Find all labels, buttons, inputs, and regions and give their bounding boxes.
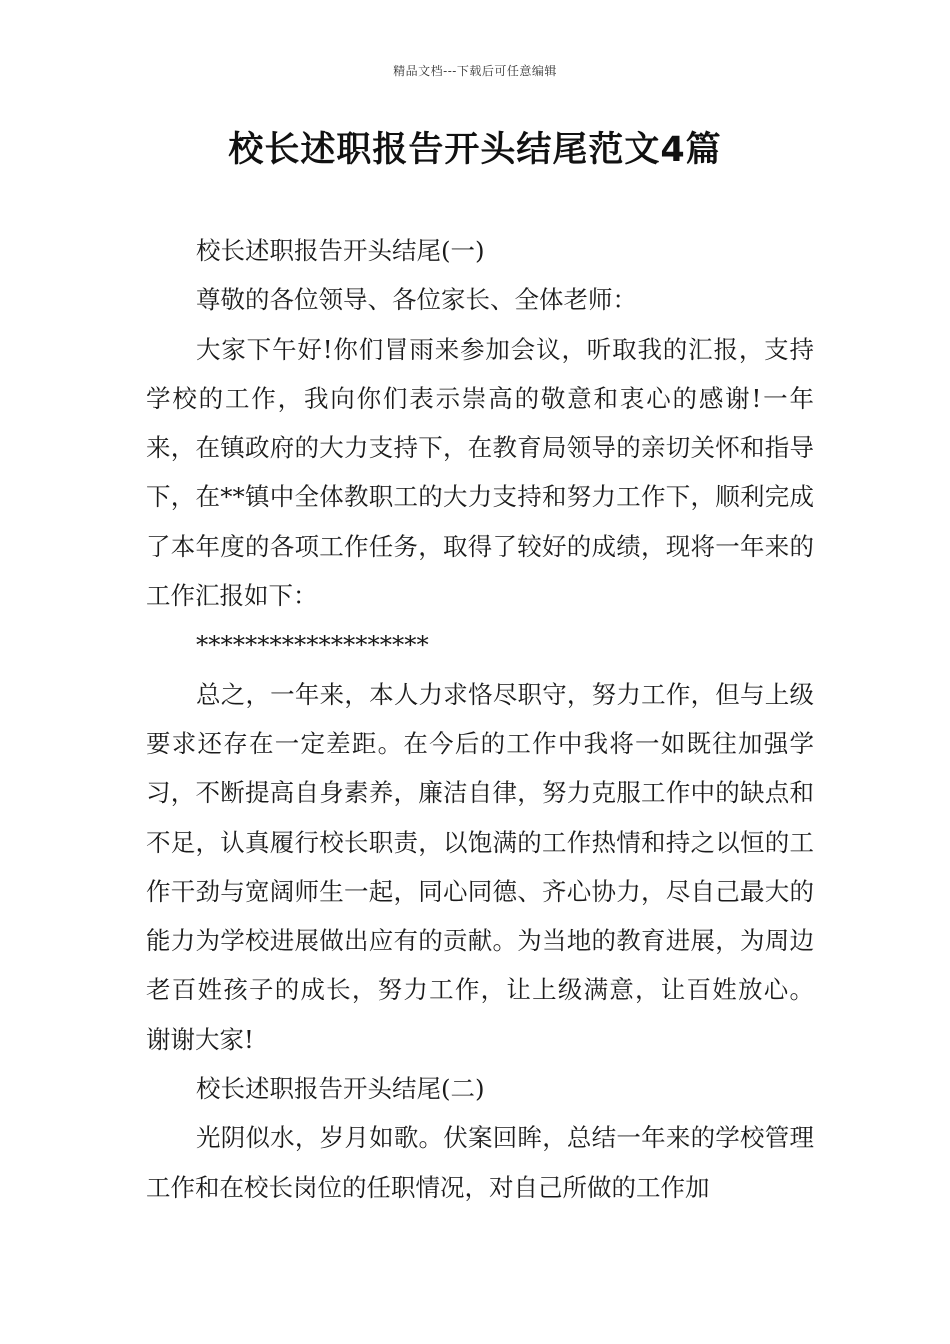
- document-body: [146, 226, 814, 1212]
- header-note: 精品文档---下载后可任意编辑: [393, 64, 557, 78]
- salutation: 尊敬的各位领导、各位家长、全体老师：: [196, 285, 637, 315]
- body-paragraph: 总之，一年来，本人力求恪尽职守，努力工作，但与上级要求还存在一定差距。在今后的工作中我将一如既往加强学习，不断提高自身素养，廉洁自律，努力克服工作中的缺点和不足，认真履行校长职责，以饱满的工作热情和持之以恒的工作干劲与宽阔师生一起，同心同德、齐心协力，尽自己最大的能力为学校进展做出应有的贡献。为当地的教育进展，为周边老百姓孩子的成长，努力工作，让上级满意，让百姓放心。 谢谢大家!: [146, 679, 814, 1054]
- section-heading-1: 校长述职报告开头结尾(一): [196, 236, 485, 265]
- section-heading-2: 校长述职报告开头结尾(二): [196, 1074, 485, 1104]
- body-paragraph: 光阴似水，岁月如歌。伏案回眸，总结一年来的学校管理工作和在校长岗位的任职情况，对自己所做的工作加: [146, 1123, 814, 1202]
- document-title: 校长述职报告开头结尾范文4篇: [228, 130, 722, 170]
- separator-asterisks: *******************: [196, 630, 429, 660]
- body-paragraph: 大家下午好!你们冒雨来参加会议，听取我的汇报，支持学校的工作，我向你们表示崇高的敬意和衷心的感谢!一年来，在镇政府的大力支持下，在教育局领导的亲切关怀和指导下，在**镇中全体教职工的大力支持和努力工作下，顺利完成了本年度的各项工作任务，取得了较好的成绩，现将一年来的工作汇报如下：: [146, 334, 814, 611]
